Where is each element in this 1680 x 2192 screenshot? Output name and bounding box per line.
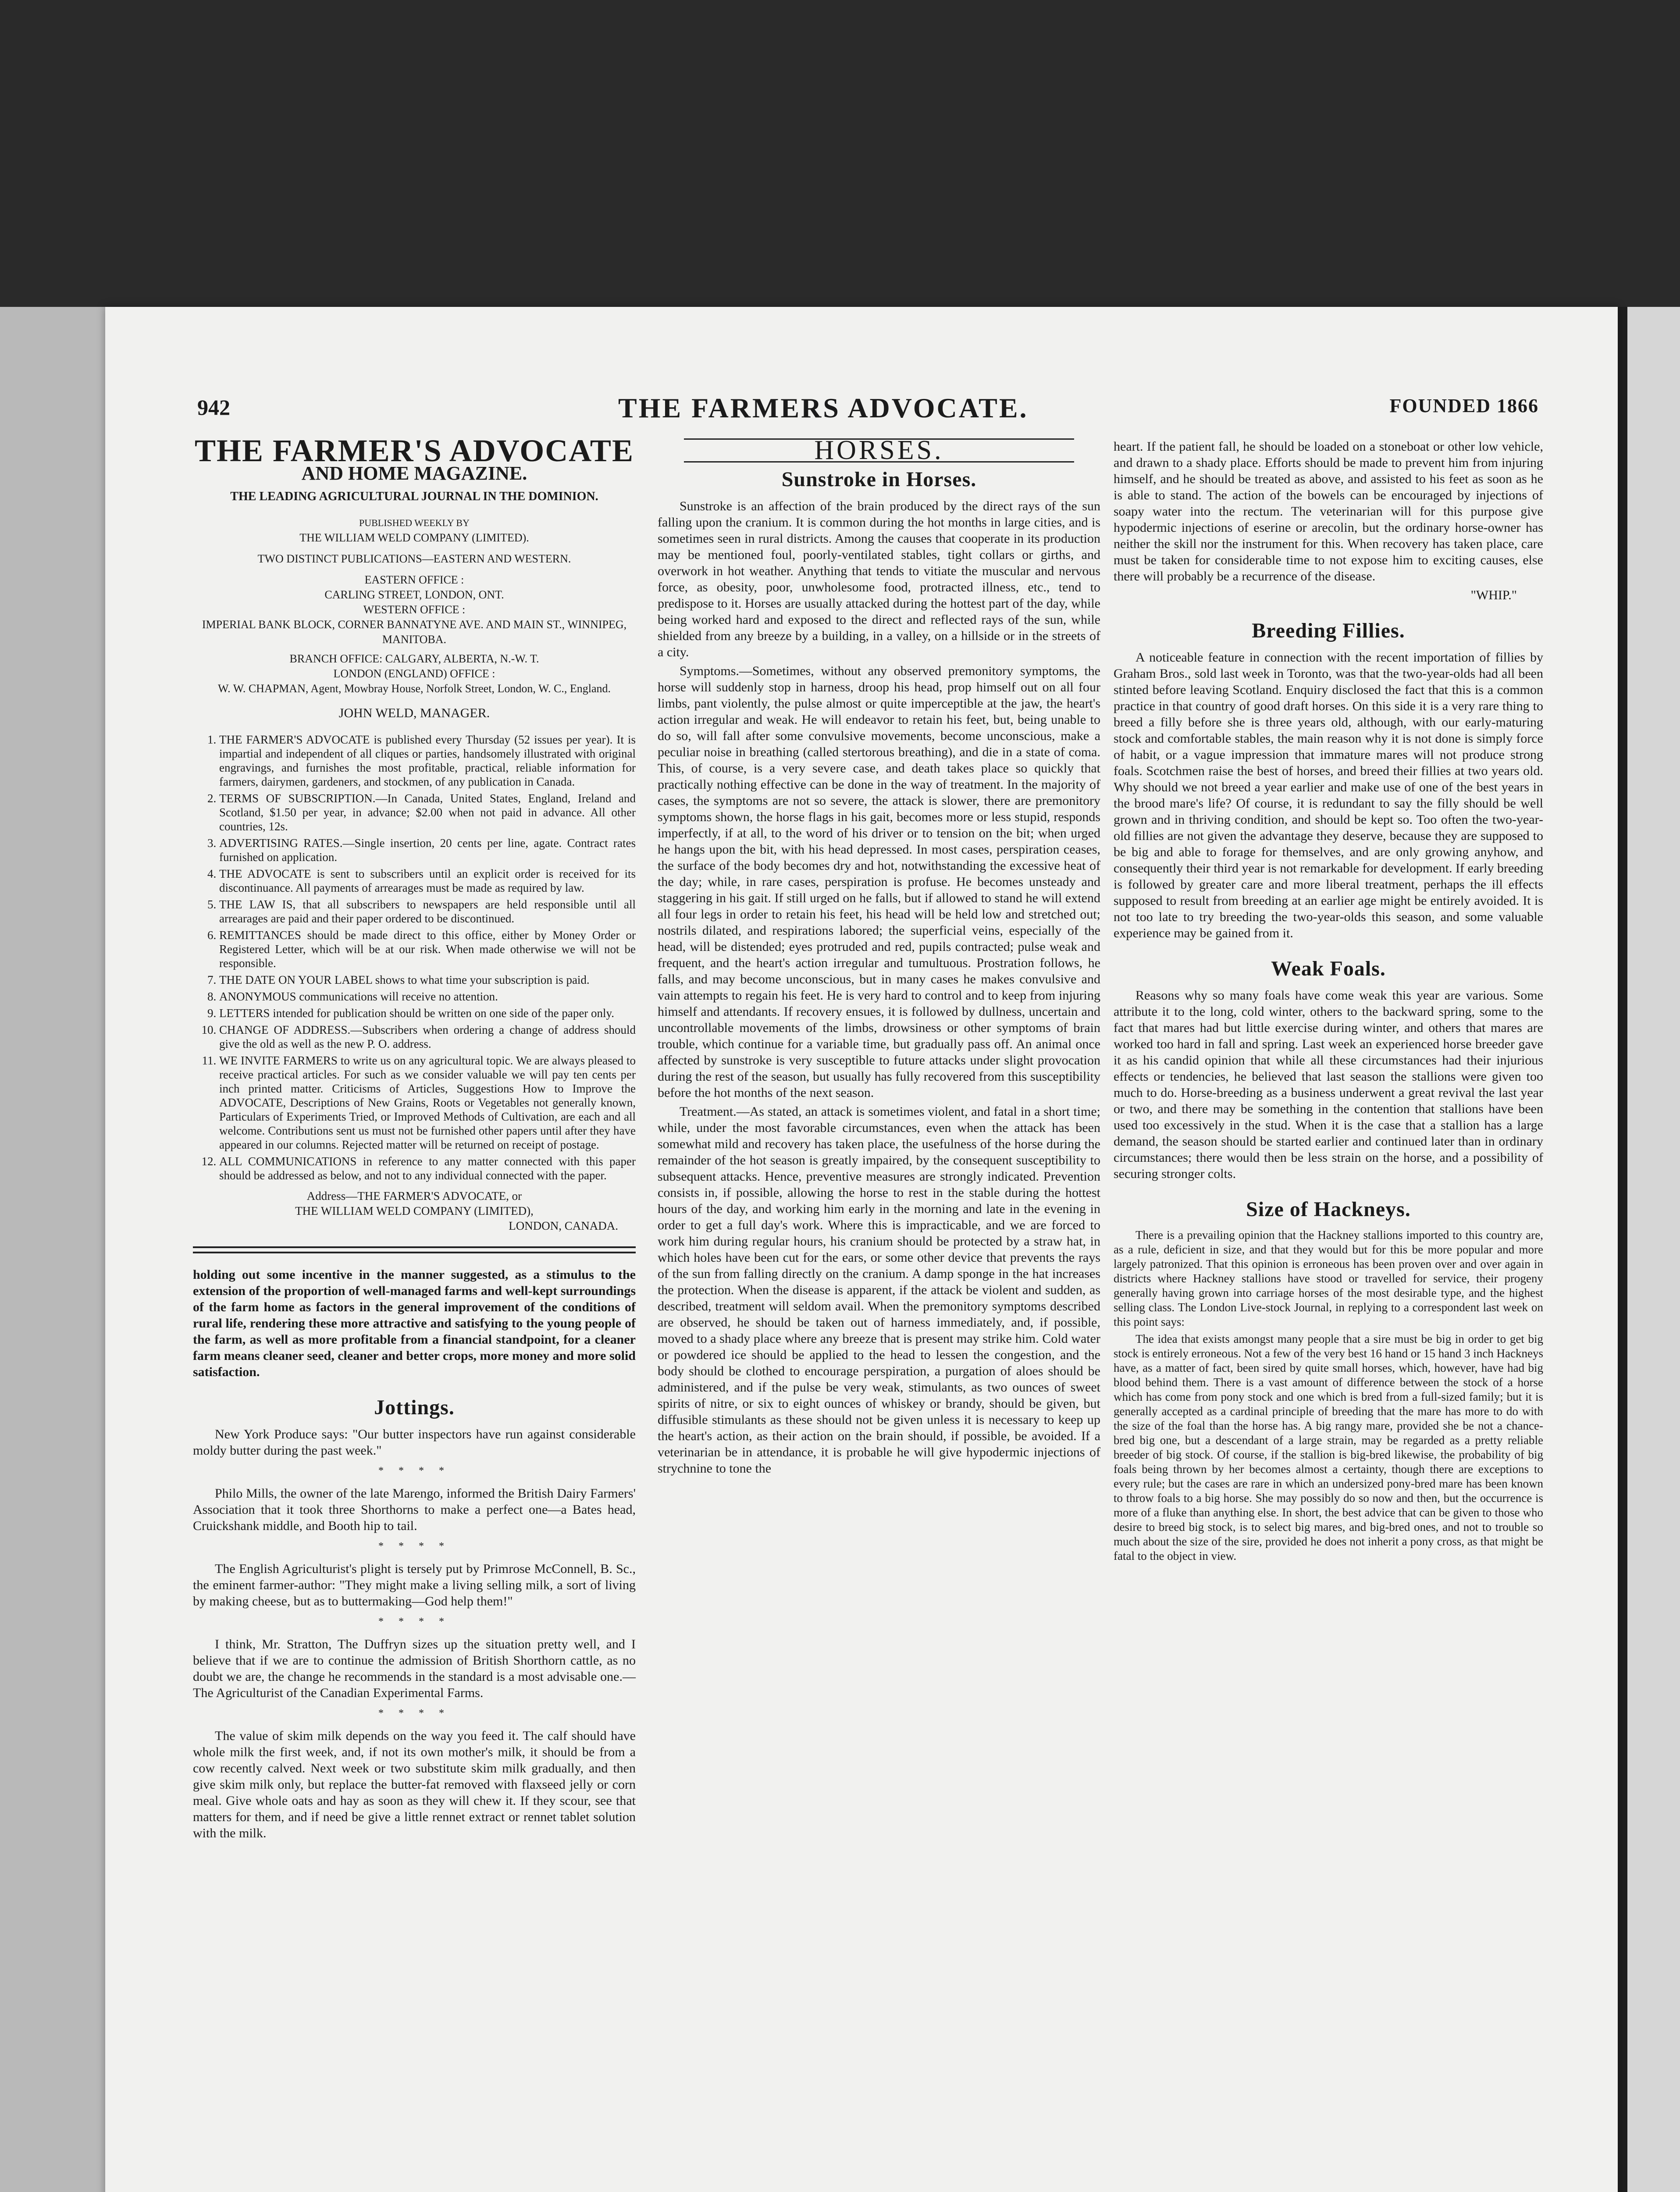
- hackneys-intro: There is a prevailing opinion that the Hackney stallions imported to this country are, as a rule, deficient in size, and that they would but for this be more popular and more largely patronized. That this opinion is erroneous has been proven over and over again in districts where Hackney stallions have stood or travelled for service, their progeny generally having grown into carriage horses of the most desirable type, and the highest selling class. The London Live-stock Journal, in replying to a correspondent last week on this point says:: [1114, 1228, 1543, 1328]
- column-2: [658, 435, 1100, 1479]
- notice-item: 2. TERMS OF SUBSCRIPTION.—In Canada, United States, England, Ireland and Scotland, $1.50 per year, in advance; $2.00 when not paid in advance. All other countries, 12s.: [219, 791, 636, 833]
- branch-office: BRANCH OFFICE: CALGARY, ALBERTA, N.-W. T.: [289, 652, 539, 665]
- adjacent-page-edge: [1618, 307, 1680, 2192]
- newspaper-page: [105, 307, 1618, 2192]
- manager-line: JOHN WELD, MANAGER.: [338, 706, 490, 720]
- column-1: [193, 433, 636, 1844]
- horses-banner: HORSES.: [684, 438, 1074, 463]
- jotting-item: The English Agriculturist's plight is tersely put by Primrose McConnell, B. Sc., the eminent farmer-author: "They might make a living selling milk, a sort of living by making cheese, but as to buttermaking—God help them!": [193, 1562, 636, 1608]
- notice-item: 6. REMITTANCES should be made direct to this office, either by Money Order or Registered Letter, which will be at our risk. When made otherwise we will not be responsible.: [219, 928, 636, 970]
- jotting-item: New York Produce says: "Our butter inspectors have run against considerable moldy butter during the past week.": [193, 1427, 636, 1458]
- masthead-lead: THE LEADING AGRICULTURAL JOURNAL IN THE DOMINION.: [230, 490, 598, 503]
- weak-foals-heading: Weak Foals.: [1271, 957, 1386, 980]
- jottings-heading: Jottings.: [374, 1396, 455, 1419]
- star-divider: * * * *: [378, 1465, 450, 1477]
- weak-foals-text: Reasons why so many foals have come weak this year are various. Some attribute it to the long, cold winter, others to the backward spring, some to the fact that mares had but little exercise during winter, and others that mares are worked too hard in fall and spring. Last week an experienced horse breeder gave it as his candid opinion that while all these circumstances had their injurious effects or tendencies, he believed that last season the stallions were given too much to do. Horse-breeding as a business underwent a great revival the last year or two, and there may be something in the contention that stallions have been used too excessively in the stud. When it is the case that a stallion has a large demand, the season should be started earlier and continued later than in ordinary circumstances; there would then be less strain on the horse, and a possibility of securing stronger colts.: [1114, 988, 1543, 1181]
- notice-item: 1. THE FARMER'S ADVOCATE is published every Thursday (52 issues per year). It is impartial and independent of all cliques or parties, handsomely illustrated with original engravings, and furnishes the most profitable, practical, reliable information for farmers, dairymen, gardeners, and stockmen, of any publication in Canada.: [219, 733, 636, 789]
- sunstroke-continuation: heart. If the patient fall, he should be loaded on a stoneboat or other low vehicle, and drawn to a shady place. Efforts should be made to prevent him from injuring himself, and he should be treated as above, and assisted to his feet as soon as he is able to stand. The action of the bowels can be encouraged by injections of soapy water into the rectum. The veterinarian will for this purpose give hypodermic injections of eserine or arecolin, but the ordinary horse-owner has neither the skill nor the instrument for this. When recovery has taken place, care must be taken for considerable time to not expose him to exciting causes, else there will probably be a recurrence of the disease.: [1114, 439, 1543, 584]
- publisher-line-2: THE WILLIAM WELD COMPANY (LIMITED).: [299, 531, 529, 544]
- hackneys-heading: Size of Hackneys.: [1246, 1198, 1411, 1221]
- eastern-office-address: CARLING STREET, LONDON, ONT.: [324, 588, 504, 601]
- address-line-1: Address—THE FARMER'S ADVOCATE, or: [306, 1189, 522, 1203]
- publisher-line-1: PUBLISHED WEEKLY BY: [359, 517, 470, 528]
- london-office-label: LONDON (ENGLAND) OFFICE :: [333, 667, 495, 680]
- notice-item: 10. CHANGE OF ADDRESS.—Subscribers when ordering a change of address should give the old as well as the new P. O. address.: [219, 1023, 636, 1051]
- breeding-fillies-text: A noticeable feature in connection with the recent importation of fillies by Graham Bros., sold last week in Toronto, was that the two-year-olds had all been stinted before leaving Scotland. Enquiry disclosed the fact that this is a common practice in that country of good draft horses. On this side it is a very rare thing to breed a filly before she is three years old, although, with our early-maturing stock and comfortable stables, the main reason why it is not done is simply force of habit, or a vague impression that immature mares will not produce strong foals. Scotchmen raise the best of horses, and breed their fillies at two years old. Why should we not breed a year earlier and make use of one of the best years in the brood mare's life? Of course, it is redundant to say the filly should be well grown and in thriving condition, and should be kept so. Too often the two-year-old fillies are not given the advantage they deserve, because they are supposed to be big and able to forage for themselves, and are only growing anyhow, and consequently their third year is not remarkable for development. If early breeding is followed by greater care and more liberal treatment, perhaps the ill effects supposed to result from breeding at an earlier age might be entirely avoided. It is not too late to try breeding the two-year-olds this season, and some valuable experience may be gained from it.: [1114, 650, 1543, 940]
- founded-date: FOUNDED 1866: [1389, 395, 1539, 416]
- star-divider: * * * *: [378, 1541, 450, 1552]
- western-office-address: IMPERIAL BANK BLOCK, CORNER BANNATYNE AVE. AND MAIN ST., WINNIPEG, MANITOBA.: [202, 618, 627, 646]
- page-header: [197, 392, 1539, 430]
- address-block: [193, 1189, 636, 1233]
- scan-border-top: [0, 0, 1680, 307]
- sunstroke-heading: Sunstroke in Horses.: [781, 468, 977, 491]
- jotting-item: Philo Mills, the owner of the late Marengo, informed the British Dairy Farmers' Association that it took three Shorthorns to make a perfect one—a Bates head, Cruickshank middle, and Booth hip to tail.: [193, 1486, 636, 1533]
- jotting-item: I think, Mr. Stratton, The Duffryn sizes up the situation pretty well, and I believe that if we are to continue the admission of British Shorthorn cattle, as no doubt we are, the change he recommends in the standard is a most advisable one.—The Agriculturist of the Canadian Experimental Farms.: [193, 1637, 636, 1700]
- jotting-item: The value of skim milk depends on the way you feed it. The calf should have whole milk the first week, and, if not its own mother's milk, it should be from a cow recently calved. Next week or two substitute skim milk gradually, and then give skim milk only, but replace the butter-fat removed with flaxseed jelly or corn meal. Give whole oats and hay as soon as they will chew it. If they scour, see that matters for them, and if need be give a little rennet extract or rennet tablet solution with the milk.: [193, 1729, 636, 1840]
- publisher-info: [193, 516, 636, 696]
- page-title: THE FARMERS ADVOCATE.: [618, 392, 1029, 423]
- notice-item: 11. WE INVITE FARMERS to write us on any agricultural topic. We are always pleased to receive practical articles. For such as we consider valuable we will pay ten cents per inch printed matter. Criticisms of Articles, Suggestions How to Improve the ADVOCATE, Descriptions of New Grains, Roots or Vegetables not generally known, Particulars of Experiments Tried, or Improved Methods of Cultivation, are each and all welcome. Contributions sent us must not be furnished other papers until after they have appeared in our columns. Rejected matter will be returned on receipt of postage.: [219, 1053, 636, 1152]
- notice-item: 9. LETTERS intended for publication should be written on one side of the paper only.: [219, 1006, 636, 1020]
- masthead-subtitle: AND HOME MAGAZINE.: [301, 463, 527, 484]
- address-line-3: LONDON, CANADA.: [509, 1219, 618, 1232]
- masthead-title: THE FARMER'S ADVOCATE: [195, 433, 634, 468]
- notice-item: 5. THE LAW IS, that all subscribers to newspapers are held responsible until all arrearages are paid and their paper ordered to be discontinued.: [219, 897, 636, 925]
- publications-line: TWO DISTINCT PUBLICATIONS—EASTERN AND WESTERN.: [257, 552, 571, 565]
- notice-item: 3. ADVERTISING RATES.—Single insertion, 20 cents per line, agate. Contract rates furnished on application.: [219, 836, 636, 864]
- address-line-2: THE WILLIAM WELD COMPANY (LIMITED),: [295, 1204, 534, 1217]
- double-rule-divider: [193, 1246, 636, 1253]
- hackneys-quote: The idea that exists amongst many people that a sire must be big in order to get big stock is entirely erroneous. Not a few of the very best 16 hand or 15 hand 3 inch Hackneys have, as a matter of fact, been sired by quite small horses, which, however, have had big blood behind them. There is a vast amount of difference between the stock of a horse which has come from pony stock and one which is bred from a full-sized family; but it is generally accepted as a cardinal principle of breeding that the mare has more to do with the size of the foal than the horse has. A big rangy mare, provided she be not a chance-bred big one, but a descendant of a large strain, may be regarded as a pretty reliable breeder of big stock. Of course, if the stallion is big-bred likewise, the probability of big foals being thrown by her becomes almost a certainty, though there are exceptions to every rule; but the cases are rare in which an undersized pony-bred mare has been known to throw foals to a big horse. She may possibly do so now and then, but the occurrence is more of a fluke than anything else. In short, the best advice that can be given to those who desire to breed big stock, is to select big mares, and big-bred ones, and not to trouble so much about the size of the sire, provided he does not inherit a pony cross, as that might be fatal to the object in view.: [1114, 1332, 1543, 1562]
- sunstroke-paragraph: Sunstroke is an affection of the brain produced by the direct rays of the sun falling upon the cranium. It is common during the hot months in large cities, and is sometimes seen in rural districts. Among the causes that cooperate in its production may be mentioned foul, poorly-ventilated stables, tight collars or girths, and overwork in hot weather. Anything that tends to vitiate the muscular and nervous force, as obesity, poor, unwholesome food, protracted illness, etc., tend to predispose to it. Horses are usually attacked during the hottest part of the day, while being worked hard and exposed to the direct and reflected rays of the sun, while shielded from any breeze by a building, in a valley, on a hillside or in the streets of a city.: [658, 499, 1100, 659]
- notices-list: [193, 733, 636, 1182]
- sunstroke-paragraph: Treatment.—As stated, an attack is sometimes violent, and fatal in a short time; while, under the most favorable circumstances, even when the attack has been somewhat mild and recovery has taken place, the usefulness of the horse during the remainder of the hot season is greatly impaired, by the consequent susceptibility to subsequent attacks. Hence, preventive measures are strongly indicated. Prevention consists in, if possible, allowing the horse to rest in the stable during the hottest hours of the day, and working him early in the morning and late in the evening in order to get a full day's work. Where this is impracticable, and we are forced to work him during regular hours, his cranium should be protected by a straw hat, in which holes have been cut for the ears, or some other device that prevents the rays of the sun from falling directly on the cranium. A damp sponge in the hat increases the protection. When the disease is apparent, if the attack be violent and sudden, as described, treatment will seldom avail. When the premonitory symptoms described are observed, he should be taken out of harness immediately, and, if possible, moved to a shady place where any breeze that is present may strike him. Cold water or powdered ice should be applied to the head to lessen the congestion, and the body should be clothed to encourage perspiration, a purgation of aloes should be administered, and if the pulse be very weak, stimulants, as two ounces of sweet spirits of nitre, or six to eight ounces of whiskey or brandy, should be given, but diffusible stimulants as these should not be given unless it is necessary to keep up the heart's action, as their action on the brain should, if possible, be avoided. If a veterinarian be in attendance, it is probable he will give hypodermic injections of strychnine to tone the: [658, 1104, 1100, 1476]
- star-divider: * * * *: [378, 1708, 450, 1719]
- sunstroke-paragraph: Symptoms.—Sometimes, without any observed premonitory symptoms, the horse will suddenly stop in harness, droop his head, prop himself out on all four limbs, pant violently, the pulse almost or quite imperceptible at the jaw, the heart's action irregular and weak. He will endeavor to retain his feet, but, being unable to do so, will fall after some convulsive movements, become unconscious, make a peculiar noise in breathing (called stertorous breathing), and die in a state of coma. This, of course, is a very severe case, and death takes place so quickly that practically nothing effective can be done in the way of treatment. In the majority of cases, the symptoms are not so severe, the attack is slower, there are premonitory symptoms shown, the horse flags in his gait, becomes more or less stupid, responds imperfectly, if at all, to the word of his driver or to tension on the bit; when urged he hangs upon the bit, with his head depressed. In most cases, perspiration ceases, the surface of the body becomes dry and hot, notwithstanding the excessive heat of the day; while, in rare cases, perspiration is profuse. He becomes unsteady and staggering in his gait. If still urged on he falls, but if allowed to stand he will extend all four legs in order to retain his feet, his head will be held low and stretched out; nostrils dilated, and respirations labored; the superficial veins, especially of the head, will be distended; eyes protruded and red, pupils contracted; pulse weak and frequent, and the heart's action irregular and tumultuous. Prostration follows, he falls, and may become unconscious, but in many cases he makes convulsive and vain attempts to regain his feet. He is very hard to control and to keep from injuring himself and attendants. If recovery ensues, it is followed by dullness, uncertain and uncontrollable movements of the limbs, drowsiness or other symptoms of brain trouble, which continue for a variable time, but gradually pass off. An animal once affected by sunstroke is very susceptible to future attacks under slight provocation during the rest of the season, but usually has fully recovered from this susceptibility before the hot months of the next season.: [658, 664, 1100, 1100]
- notice-item: 12. ALL COMMUNICATIONS in reference to any matter connected with this paper should be addressed as below, and not to any individual connected with the paper.: [219, 1154, 636, 1182]
- eastern-office-label: EASTERN OFFICE :: [364, 573, 464, 586]
- page-number: 942: [197, 395, 230, 420]
- editorial-continuation: holding out some incentive in the manner suggested, as a stimulus to the extension of the proportion of well-managed farms and well-kept surroundings of the farm home as factors in the general improvement of the conditions of rural life, rendering these more attractive and satisfying to the young people of the farm, as well as more profitable from a financial standpoint, for a cleaner farm means cleaner seed, cleaner and better crops, more money and more solid satisfaction.: [193, 1267, 636, 1379]
- star-divider: * * * *: [378, 1616, 450, 1627]
- author-signature: "WHIP.": [1470, 588, 1517, 602]
- london-office-address: W. W. CHAPMAN, Agent, Mowbray House, Norfolk Street, London, W. C., England.: [217, 682, 611, 695]
- notice-item: 8. ANONYMOUS communications will receive no attention.: [219, 989, 636, 1003]
- column-3: [1114, 438, 1543, 1566]
- breeding-fillies-heading: Breeding Fillies.: [1252, 619, 1405, 642]
- western-office-label: WESTERN OFFICE :: [363, 603, 466, 616]
- notice-item: 7. THE DATE ON YOUR LABEL shows to what time your subscription is paid.: [219, 973, 636, 987]
- notice-item: 4. THE ADVOCATE is sent to subscribers until an explicit order is received for its discontinuance. All payments of arrearages must be made as required by law.: [219, 867, 636, 895]
